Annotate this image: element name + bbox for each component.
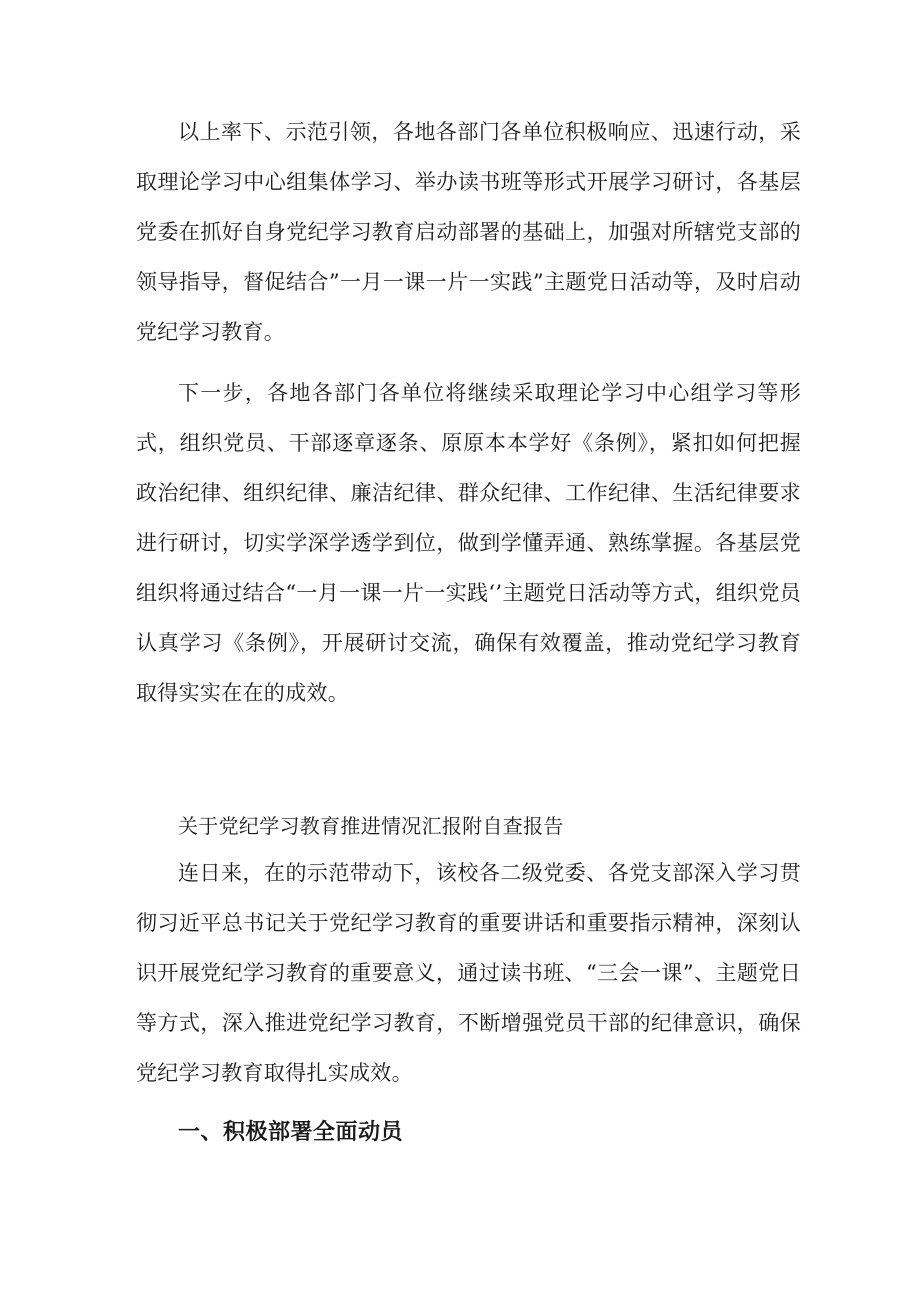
paragraph-leading-by-example: 以上率下、示范引领，各地各部门各单位积极响应、迅速行动，采取理论学习中心组集体学习、举办读书班等形式开展学习研讨，各基层党委在抓好自身党纪学习教育启动部署的基础上，加强对所辖党支部的领导指导，督促结合”一月一课一片一实践”主题党日活动等，及时启动党纪学习教育。 bbox=[136, 120, 801, 344]
paragraph-next-steps: 下一步，各地各部门各单位将继续采取理论学习中心组学习等形式，组织党员、干部逐章逐条、原原本本学好《条例》，紧扣如何把握政治纪律、组织纪律、廉洁纪律、群众纪律、工作纪律、生活纪律要求进行研讨，切实学深学透学到位，做到学懂弄通、熟练掌握。各基层党组织将通过结合“一月一课一片一实践‘’主题党日活动等方式，组织党员认真学习《条例》，开展研讨交流，确保有效覆盖，推动党纪学习教育取得实实在在的成效。 bbox=[136, 381, 801, 705]
section-heading-deployment: 一、积极部署全面动员 bbox=[178, 1120, 404, 1145]
paragraph-recent-progress: 连日来，在的示范带动下，该校各二级党委、各党支部深入学习贯彻习近平总书记关于党纪学习教育的重要讲话和重要指示精神，深刻认识开展党纪学习教育的重要意义，通过读书班、“三会一课”、主题党日等方式，深入推进党纪学习教育，不断增强党员干部的纪律意识，确保党纪学习教育取得扎实成效。 bbox=[136, 861, 801, 1085]
report-subtitle: 关于党纪学习教育推进情况汇报附自查报告 bbox=[178, 814, 564, 838]
